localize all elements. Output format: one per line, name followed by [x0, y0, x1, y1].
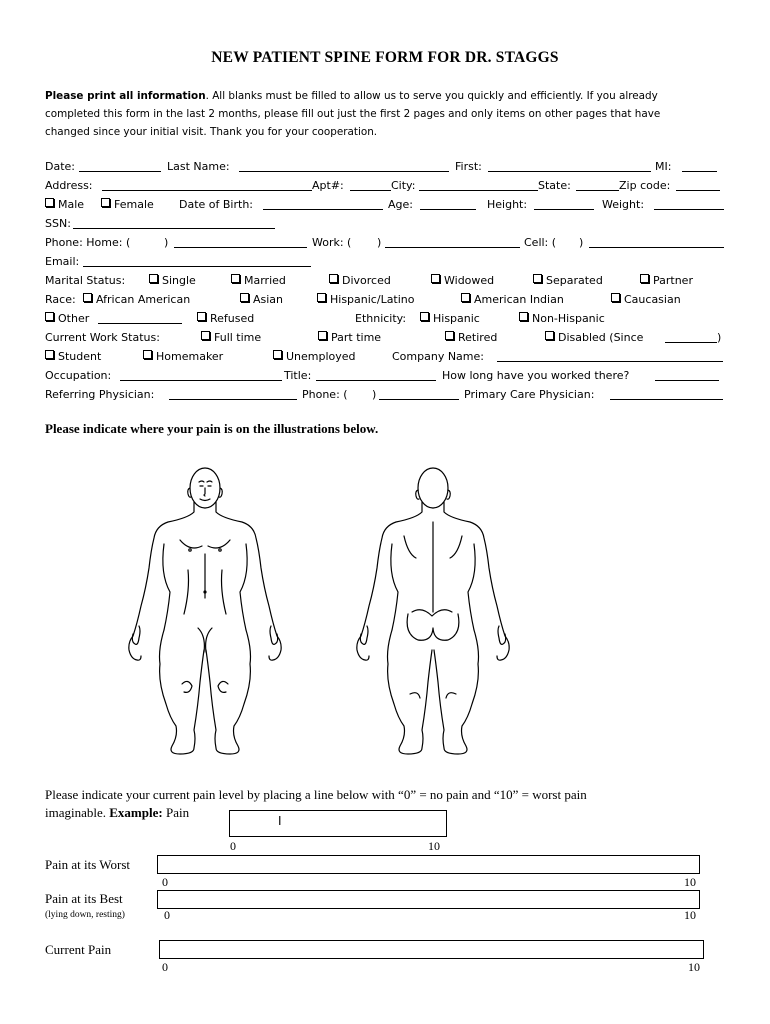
job-title-label: Title:	[284, 369, 312, 382]
single-checkbox[interactable]	[149, 274, 158, 283]
ssn-field[interactable]	[73, 228, 275, 229]
full-time-label: Full time	[214, 331, 262, 344]
disabled-since-field[interactable]	[665, 342, 717, 343]
job-title-field[interactable]	[316, 380, 436, 381]
pcp-label: Primary Care Physician:	[464, 388, 595, 401]
homemaker-label: Homemaker	[156, 350, 224, 363]
row-address	[45, 176, 725, 195]
intro-paragraph	[45, 87, 735, 141]
physician-phone-paren: )	[372, 388, 377, 401]
work-status-label: Current Work Status:	[45, 331, 160, 344]
referring-physician-label: Referring Physician:	[45, 388, 155, 401]
date-label: Date:	[45, 160, 75, 173]
intro-bold: Please print all information	[45, 90, 206, 102]
ethnicity-label: Ethnicity:	[355, 312, 407, 325]
intro-line1: . All blanks must be filled to allow us to serve you quickly and efficiently. If you already	[205, 90, 658, 102]
pain-worst-label: Pain at its Worst	[45, 857, 131, 872]
current-pain-min: 0	[162, 960, 168, 974]
address-field[interactable]	[102, 190, 312, 191]
marital-label: Marital Status:	[45, 274, 126, 287]
row-ethnicity	[45, 309, 725, 328]
zip-label: Zip code:	[619, 179, 671, 192]
divorced-checkbox[interactable]	[329, 274, 338, 283]
home-phone-paren: )	[164, 236, 169, 249]
female-checkbox[interactable]	[101, 198, 110, 207]
other-race-option[interactable]	[45, 309, 89, 328]
pain-location-heading: Please indicate where your pain is on the illustrations below.	[45, 421, 379, 436]
part-time-label: Part time	[331, 331, 382, 344]
male-option[interactable]	[45, 195, 84, 214]
home-phone-label: Phone: Home: (	[45, 236, 131, 249]
example-pain-mark: I	[278, 814, 282, 828]
row-employment	[45, 347, 725, 366]
occupation-label: Occupation:	[45, 369, 112, 382]
full-time-checkbox[interactable]	[201, 331, 210, 340]
female-label: Female	[114, 198, 154, 211]
how-long-field[interactable]	[655, 380, 719, 381]
african-american-option[interactable]	[83, 290, 190, 309]
female-option[interactable]	[101, 195, 154, 214]
hispanic-latino-checkbox[interactable]	[317, 293, 326, 302]
apt-field[interactable]	[350, 190, 391, 191]
city-label: City:	[391, 179, 416, 192]
pain-best-note: (lying down, resting)	[45, 910, 125, 920]
example-scale-min: 0	[230, 839, 236, 853]
male-checkbox[interactable]	[45, 198, 54, 207]
pain-best-min: 0	[164, 908, 170, 922]
non-hispanic-option[interactable]	[519, 309, 605, 328]
divorced-label: Divorced	[342, 274, 391, 287]
cell-phone-label: Cell: (	[524, 236, 557, 249]
ssn-label: SSN:	[45, 217, 71, 230]
row-email	[45, 252, 725, 271]
mi-label: MI:	[655, 160, 672, 173]
current-pain-max: 10	[688, 960, 700, 974]
current-pain-label: Current Pain	[45, 942, 112, 957]
body-front-illustration[interactable]	[120, 462, 290, 764]
divorced-option[interactable]	[329, 271, 391, 290]
part-time-checkbox[interactable]	[318, 331, 327, 340]
married-label: Married	[244, 274, 286, 287]
caucasian-option[interactable]	[611, 290, 681, 309]
work-phone-paren: )	[377, 236, 382, 249]
other-race-field[interactable]	[98, 323, 182, 324]
part-time-option[interactable]	[318, 328, 381, 347]
pain-best-max: 10	[684, 908, 696, 922]
dob-label: Date of Birth:	[179, 198, 254, 211]
row-occupation	[45, 366, 725, 385]
retired-checkbox[interactable]	[445, 331, 454, 340]
pain-best-label: Pain at its Best	[45, 891, 123, 906]
physician-phone-label: Phone: (	[302, 388, 348, 401]
homemaker-option[interactable]	[143, 347, 223, 366]
first-name-label: First:	[455, 160, 482, 173]
refused-checkbox[interactable]	[197, 312, 206, 321]
married-option[interactable]	[231, 271, 286, 290]
refused-option[interactable]	[197, 309, 254, 328]
date-field[interactable]	[79, 171, 161, 172]
first-name-field[interactable]	[488, 171, 651, 172]
work-phone-field[interactable]	[385, 247, 520, 248]
example-pain-word: Pain	[162, 805, 190, 820]
address-label: Address:	[45, 179, 93, 192]
partner-checkbox[interactable]	[640, 274, 649, 283]
disabled-option[interactable]	[545, 328, 643, 347]
weight-label: Weight:	[602, 198, 645, 211]
company-label: Company Name:	[392, 350, 484, 363]
non-hispanic-checkbox[interactable]	[519, 312, 528, 321]
homemaker-checkbox[interactable]	[143, 350, 152, 359]
separated-label: Separated	[546, 274, 603, 287]
referring-physician-field[interactable]	[169, 399, 297, 400]
unemployed-option[interactable]	[273, 347, 356, 366]
row-race	[45, 290, 725, 309]
asian-option[interactable]	[240, 290, 283, 309]
single-option[interactable]	[149, 271, 196, 290]
weight-field[interactable]	[654, 209, 724, 210]
age-label: Age:	[388, 198, 413, 211]
other-race-label: Other	[58, 312, 90, 325]
pain-worst-max: 10	[684, 875, 696, 889]
current-pain-scale[interactable]	[159, 940, 704, 959]
row-work-status	[45, 328, 725, 347]
company-field[interactable]	[497, 361, 723, 362]
pain-worst-scale[interactable]	[157, 855, 700, 874]
pain-instructions-line2: imaginable.	[45, 805, 110, 820]
asian-label: Asian	[253, 293, 284, 306]
pcp-field[interactable]	[610, 399, 723, 400]
other-race-checkbox[interactable]	[45, 312, 54, 321]
example-label: Example:	[109, 805, 163, 820]
male-label: Male	[58, 198, 85, 211]
american-indian-checkbox[interactable]	[461, 293, 470, 302]
retired-label: Retired	[458, 331, 498, 344]
last-name-label: Last Name:	[167, 160, 230, 173]
widowed-checkbox[interactable]	[431, 274, 440, 283]
hispanic-label: Hispanic	[433, 312, 480, 325]
mi-field[interactable]	[682, 171, 717, 172]
non-hispanic-label: Non-Hispanic	[532, 312, 605, 325]
hispanic-latino-label: Hispanic/Latino	[330, 293, 415, 306]
occupation-field[interactable]	[120, 380, 282, 381]
widowed-option[interactable]	[431, 271, 494, 290]
email-field[interactable]	[83, 266, 311, 267]
physician-phone-field[interactable]	[379, 399, 459, 400]
partner-label: Partner	[653, 274, 693, 287]
student-checkbox[interactable]	[45, 350, 54, 359]
state-field[interactable]	[576, 190, 619, 191]
row-demographics	[45, 195, 725, 214]
asian-checkbox[interactable]	[240, 293, 249, 302]
student-option[interactable]	[45, 347, 101, 366]
age-field[interactable]	[420, 209, 476, 210]
example-pain-scale	[229, 810, 447, 837]
partner-option[interactable]	[640, 271, 693, 290]
row-phone	[45, 233, 725, 252]
race-label: Race:	[45, 293, 76, 306]
state-label: State:	[538, 179, 571, 192]
retired-option[interactable]	[445, 328, 497, 347]
dob-field[interactable]	[263, 209, 383, 210]
married-checkbox[interactable]	[231, 274, 240, 283]
height-label: Height:	[487, 198, 528, 211]
student-label: Student	[58, 350, 102, 363]
separated-option[interactable]	[533, 271, 603, 290]
row-ssn	[45, 214, 725, 233]
apt-label: Apt#:	[312, 179, 344, 192]
pain-worst-min: 0	[162, 875, 168, 889]
disabled-paren: )	[717, 331, 722, 344]
hispanic-checkbox[interactable]	[420, 312, 429, 321]
disabled-checkbox[interactable]	[545, 331, 554, 340]
email-label: Email:	[45, 255, 80, 268]
zip-field[interactable]	[676, 190, 720, 191]
height-field[interactable]	[534, 209, 594, 210]
single-label: Single	[162, 274, 196, 287]
intro-line3: changed since your initial visit. Thank you for your cooperation.	[45, 126, 378, 138]
american-indian-label: American Indian	[474, 293, 564, 306]
example-scale-max: 10	[428, 839, 440, 853]
last-name-field[interactable]	[239, 171, 449, 172]
city-field[interactable]	[419, 190, 538, 191]
body-back-illustration[interactable]	[348, 462, 518, 764]
row-marital	[45, 271, 725, 290]
refused-label: Refused	[210, 312, 255, 325]
unemployed-label: Unemployed	[286, 350, 356, 363]
pain-instructions-line1: Please indicate your current pain level by placing a line below with “0” = no pain and “10” = worst pain	[45, 787, 587, 802]
form-title: NEW PATIENT SPINE FORM FOR DR. STAGGS	[211, 49, 559, 66]
how-long-label: How long have you worked there?	[442, 369, 630, 382]
cell-phone-field[interactable]	[589, 247, 724, 248]
full-time-option[interactable]	[201, 328, 261, 347]
row-name	[45, 157, 725, 176]
caucasian-checkbox[interactable]	[611, 293, 620, 302]
disabled-label: Disabled (Since	[558, 331, 644, 344]
unemployed-checkbox[interactable]	[273, 350, 282, 359]
widowed-label: Widowed	[444, 274, 495, 287]
hispanic-latino-option[interactable]	[317, 290, 415, 309]
african-american-label: African American	[96, 293, 191, 306]
work-phone-label: Work: (	[312, 236, 352, 249]
row-physicians	[45, 385, 725, 404]
home-phone-field[interactable]	[174, 247, 307, 248]
intro-line2: completed this form in the last 2 months, please fill out just the first 2 pages and only items on other pages that have	[45, 108, 661, 120]
caucasian-label: Caucasian	[624, 293, 681, 306]
hispanic-option[interactable]	[420, 309, 480, 328]
african-american-checkbox[interactable]	[83, 293, 92, 302]
american-indian-option[interactable]	[461, 290, 564, 309]
cell-phone-paren: )	[579, 236, 584, 249]
separated-checkbox[interactable]	[533, 274, 542, 283]
pain-best-scale[interactable]	[157, 890, 700, 909]
